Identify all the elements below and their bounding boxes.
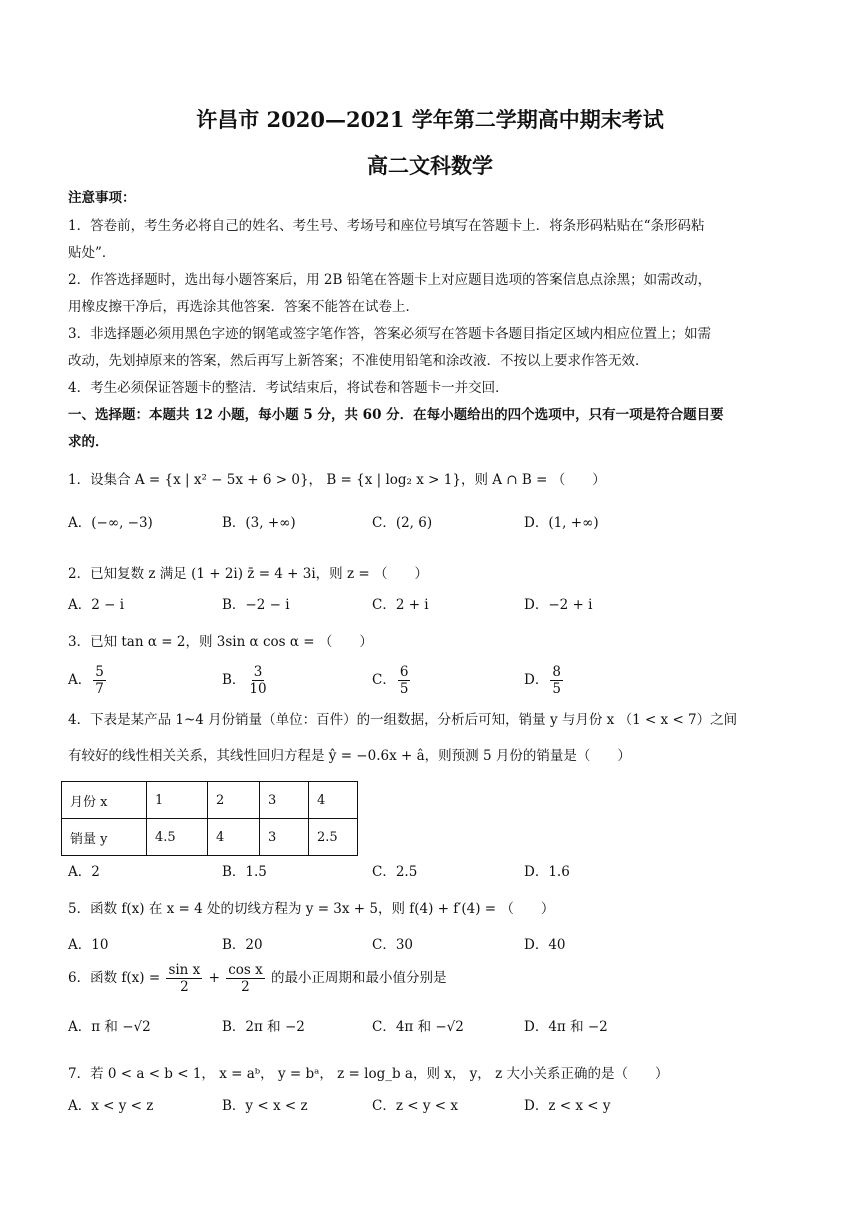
option-b: B．−2 − i: [222, 597, 290, 613]
notice-line: 1．答卷前，考生务必将自己的姓名、考生号、考场号和座位号填写在答题卡上．将条形码粘贴在“条形码粘: [68, 218, 705, 234]
option-c: C． $\frac{6}{5}$: [372, 664, 409, 697]
table-row: [62, 819, 358, 856]
question-4-stem: 4．下表是某产品 1~4 月份销量（单位：百件）的一组数据，分析后可知，销量 y 与月份 x （1 < x < 7）之间: [68, 712, 738, 728]
option-d: D．(1, +∞): [524, 515, 599, 531]
table-cell: 1: [147, 782, 208, 819]
option-b: B．(3, +∞): [222, 515, 296, 531]
option-a: A．x < y < z: [68, 1098, 154, 1114]
notice-line: 改动，先划掉原来的答案，然后再写上新答案；不准使用铅笔和涂改液．不按以上要求作答无效．: [68, 353, 649, 369]
table-cell: 销量 y: [62, 819, 147, 856]
option-b: B．2π 和 −2: [222, 1019, 305, 1035]
notice-line: 3．非选择题必须用黑色字迹的钢笔或签字笔作答，答案必须写在答题卡各题目指定区域内相应位置上；如需: [68, 326, 712, 342]
option-c: C．z < y < x: [372, 1098, 458, 1114]
question-1-stem: 1．设集合 A = {x | x² − 5x + 6 > 0}， B = {x | log₂ x > 1}，则 A ∩ B = （ ）: [68, 472, 606, 488]
table-cell: 2.5: [309, 819, 358, 856]
question-5-stem: 5．函数 f(x) 在 x = 4 处的切线方程为 y = 3x + 5，则 f(4) + f′(4) = （ ）: [68, 901, 555, 917]
option-a: A．π 和 −√2: [68, 1019, 151, 1035]
table-cell: 2: [208, 782, 260, 819]
notice-line: 2．作答选择题时，选出每小题答案后，用 2B 铅笔在答题卡上对应题目选项的答案信息点涂黑；如需改动，: [68, 272, 712, 288]
option-c: C．2 + i: [372, 597, 429, 613]
section-heading: 一、选择题：本题共 12 小题，每小题 5 分，共 60 分．在每小题给出的四个选项中，只有一项是符合题目要: [68, 407, 724, 423]
question-4-stem-cont: 有较好的线性相关关系，其线性回归方程是 ŷ = −0.6x + â，则预测 5 月份的销量是（ ）: [68, 748, 631, 764]
option-c: C．30: [372, 937, 414, 953]
question-6-stem: 6．函数 f(x) = $\frac{\text{sin x}}{2}$ + $\frac{\text{cos x}}{2}$ 的最小正周期和最小值分别是: [68, 962, 447, 995]
option-b: B．20: [222, 937, 263, 953]
option-b: B．1.5: [222, 864, 267, 880]
option-c: C．(2, 6): [372, 515, 433, 531]
option-a: A．(−∞, −3): [68, 515, 153, 531]
option-c: C．2.5: [372, 864, 418, 880]
option-b: B． $\frac{3}{10}$: [222, 664, 267, 697]
option-d: D．40: [524, 937, 566, 953]
notice-line: 用橡皮擦干净后，再选涂其他答案．答案不能答在试卷上．: [68, 299, 419, 315]
notice-heading: 注意事项：: [68, 190, 136, 206]
table-cell: 月份 x: [62, 782, 147, 819]
option-d: D． $\frac{8}{5}$: [524, 664, 561, 697]
option-d: D．z < x < y: [524, 1098, 611, 1114]
option-a: A．2: [68, 864, 100, 880]
sales-table: [61, 781, 358, 856]
option-a: A．2 − i: [68, 597, 125, 613]
table-cell: 3: [260, 782, 309, 819]
notice-line: 贴处”．: [68, 245, 116, 261]
table-cell: 3: [260, 819, 309, 856]
option-b: B．y < x < z: [222, 1098, 308, 1114]
exam-title: 许昌市 2020—2021 学年第二学期高中期末考试: [196, 107, 664, 132]
exam-subtitle: 高二文科数学: [367, 153, 493, 178]
option-d: D．−2 + i: [524, 597, 593, 613]
question-7-stem: 7．若 0 < a < b < 1， x = aᵇ， y = bᵃ， z = log_b a，则 x， y， z 大小关系正确的是（ ）: [68, 1066, 669, 1082]
table-cell: 4: [208, 819, 260, 856]
option-d: D．1.6: [524, 864, 570, 880]
table-cell: 4: [309, 782, 358, 819]
option-d: D．4π 和 −2: [524, 1019, 608, 1035]
option-a: A．10: [68, 937, 109, 953]
section-heading-cont: 求的．: [68, 434, 109, 450]
option-c: C．4π 和 −√2: [372, 1019, 464, 1035]
notice-line: 4．考生必须保证答题卡的整洁．考试结束后，将试卷和答题卡一并交回．: [68, 380, 509, 396]
option-a: A． $\frac{5}{7}$: [68, 664, 104, 697]
table-row: [62, 782, 358, 819]
question-2-stem: 2．已知复数 z 满足 (1 + 2i) z̄ = 4 + 3i，则 z = （ ）: [68, 566, 428, 582]
question-3-stem: 3．已知 tan α = 2，则 3sin α cos α = （ ）: [68, 634, 373, 650]
table-cell: 4.5: [147, 819, 208, 856]
